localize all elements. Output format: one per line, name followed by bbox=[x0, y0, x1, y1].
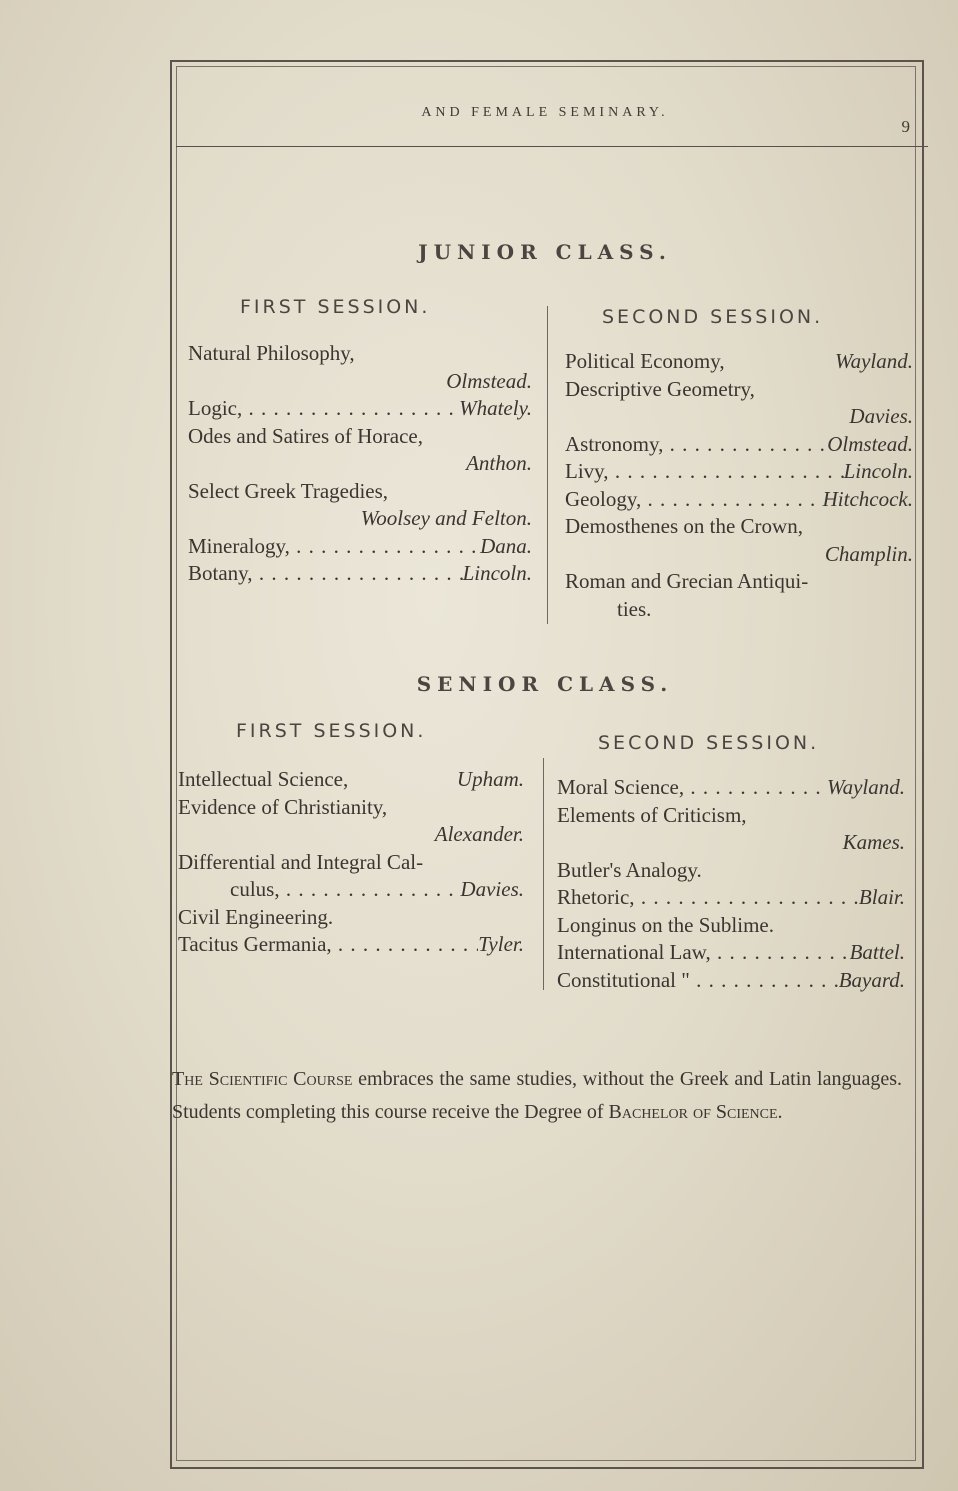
senior-first-session-list bbox=[178, 766, 524, 959]
course-subject: Natural Philosophy, bbox=[188, 341, 355, 365]
course-entry bbox=[565, 348, 913, 376]
course-subject: Differential and Integral Cal- bbox=[178, 849, 424, 874]
course-author: Davies. bbox=[460, 877, 524, 901]
course-line bbox=[565, 431, 913, 459]
course-subject: Butler's Analogy. bbox=[557, 857, 702, 882]
course-line bbox=[557, 967, 905, 995]
course-entry bbox=[178, 794, 524, 849]
course-subject: Demosthenes on the Crown, bbox=[565, 514, 803, 538]
course-entry bbox=[178, 849, 524, 904]
senior-second-session-title: SECOND SESSION. bbox=[598, 732, 820, 754]
course-subject: Mineralogy, . . . bbox=[188, 533, 480, 561]
course-line bbox=[565, 486, 913, 514]
course-entry bbox=[178, 766, 524, 794]
course-author: Alexander. bbox=[434, 822, 524, 846]
course-subject: Logic, . . . bbox=[188, 395, 459, 423]
note-lead: The Scientific Course bbox=[172, 1068, 353, 1090]
course-subject: Rhetoric, . . . bbox=[557, 884, 859, 912]
course-entry bbox=[565, 376, 913, 431]
course-continuation: culus, . . . bbox=[230, 876, 460, 904]
course-entry bbox=[188, 560, 532, 588]
course-subject: Botany, . . . bbox=[188, 560, 463, 588]
course-subject: Livy, . . . bbox=[565, 458, 844, 486]
course-subject: Political Economy, bbox=[565, 349, 725, 373]
course-entry bbox=[178, 931, 524, 959]
junior-class-heading: JUNIOR CLASS. bbox=[418, 240, 672, 264]
course-author: Dana. bbox=[480, 533, 532, 558]
scientific-course-note bbox=[172, 1063, 902, 1129]
course-line bbox=[557, 774, 905, 802]
course-line bbox=[557, 884, 905, 912]
course-subject: Intellectual Science, bbox=[178, 767, 349, 791]
course-author: Upham. bbox=[456, 767, 524, 791]
course-entry bbox=[565, 458, 913, 486]
course-line bbox=[557, 939, 905, 967]
course-line bbox=[178, 876, 524, 904]
course-author: Champlin. bbox=[824, 541, 913, 566]
course-subject: Elements of Criticism, bbox=[557, 802, 747, 827]
course-entry bbox=[557, 939, 905, 967]
course-entry bbox=[188, 478, 532, 533]
junior-first-session-title: FIRST SESSION. bbox=[240, 296, 431, 318]
course-subject: Moral Science, . . . bbox=[557, 774, 827, 802]
course-subject: Constitutional " . . . bbox=[557, 967, 839, 995]
page-header bbox=[180, 105, 910, 145]
junior-column-divider bbox=[547, 306, 548, 624]
senior-first-session-title: FIRST SESSION. bbox=[236, 720, 427, 742]
course-author: Lincoln. bbox=[843, 459, 913, 483]
course-line bbox=[178, 931, 524, 959]
course-line bbox=[188, 533, 532, 561]
course-subject: Select Greek Tragedies, bbox=[188, 478, 389, 503]
course-author: Whately. bbox=[459, 396, 532, 420]
course-entry bbox=[188, 340, 532, 395]
header-rule bbox=[176, 146, 928, 147]
course-entry bbox=[565, 431, 913, 459]
course-line bbox=[188, 395, 532, 423]
course-subject: Odes and Satires of Horace, bbox=[188, 423, 423, 448]
course-subject: Descriptive Geometry, bbox=[565, 376, 755, 401]
course-entry bbox=[565, 568, 913, 623]
course-entry bbox=[565, 513, 913, 568]
course-entry bbox=[565, 486, 913, 514]
course-entry bbox=[557, 967, 905, 995]
course-line bbox=[565, 458, 913, 486]
course-author: Wayland. bbox=[827, 775, 905, 799]
junior-second-session-title: SECOND SESSION. bbox=[602, 306, 824, 328]
course-entry bbox=[557, 884, 905, 912]
course-continuation: ties. bbox=[617, 596, 652, 621]
course-subject: International Law, . . . bbox=[557, 939, 850, 967]
note-text: embraces the same studies, without the Greek and Latin languages. Students completing this course receive the Degree of bbox=[172, 1068, 902, 1123]
course-author: Hitchcock. bbox=[822, 486, 913, 511]
course-entry bbox=[557, 857, 905, 885]
course-entry bbox=[188, 395, 532, 423]
course-author: Lincoln. bbox=[462, 561, 532, 585]
course-author: Olmstead. bbox=[827, 431, 913, 456]
course-line bbox=[565, 348, 913, 376]
junior-first-session-list bbox=[188, 340, 532, 588]
course-author: Blair. bbox=[858, 885, 905, 909]
junior-second-session-list bbox=[565, 348, 913, 623]
course-entry bbox=[178, 904, 524, 932]
course-subject: Geology, . . . bbox=[565, 486, 823, 514]
senior-column-divider bbox=[543, 758, 544, 990]
course-author: Woolsey and Felton. bbox=[360, 506, 532, 530]
course-entry bbox=[188, 423, 532, 478]
course-entry bbox=[188, 533, 532, 561]
course-subject: Astronomy, . . . bbox=[565, 431, 827, 459]
course-author: Tyler. bbox=[478, 932, 524, 956]
course-author: Davies. bbox=[849, 404, 913, 428]
course-author: Olmstead. bbox=[446, 368, 532, 393]
course-subject: Longinus on the Sublime. bbox=[557, 912, 774, 937]
running-head: AND FEMALE SEMINARY. bbox=[421, 105, 669, 120]
course-author: Bayard. bbox=[838, 967, 905, 992]
course-author: Wayland. bbox=[835, 349, 913, 373]
course-entry bbox=[557, 912, 905, 940]
senior-second-session-list bbox=[557, 774, 905, 994]
senior-class-heading: SENIOR CLASS. bbox=[416, 672, 674, 696]
page-border-inner bbox=[176, 66, 916, 1461]
course-line bbox=[178, 766, 524, 794]
course-author: Anthon. bbox=[466, 451, 532, 475]
course-entry bbox=[557, 802, 905, 857]
course-subject: Civil Engineering. bbox=[178, 904, 334, 929]
course-subject: Evidence of Christianity, bbox=[178, 794, 388, 819]
course-author: Kames. bbox=[842, 830, 905, 854]
course-subject: Roman and Grecian Antiqui- bbox=[565, 569, 809, 593]
course-author: Battel. bbox=[849, 940, 905, 964]
course-subject: Tacitus Germania, . . . bbox=[178, 931, 478, 959]
page-number: 9 bbox=[901, 117, 910, 136]
note-degree: Bachelor of Science. bbox=[608, 1101, 783, 1123]
course-entry bbox=[557, 774, 905, 802]
course-line bbox=[188, 560, 532, 588]
